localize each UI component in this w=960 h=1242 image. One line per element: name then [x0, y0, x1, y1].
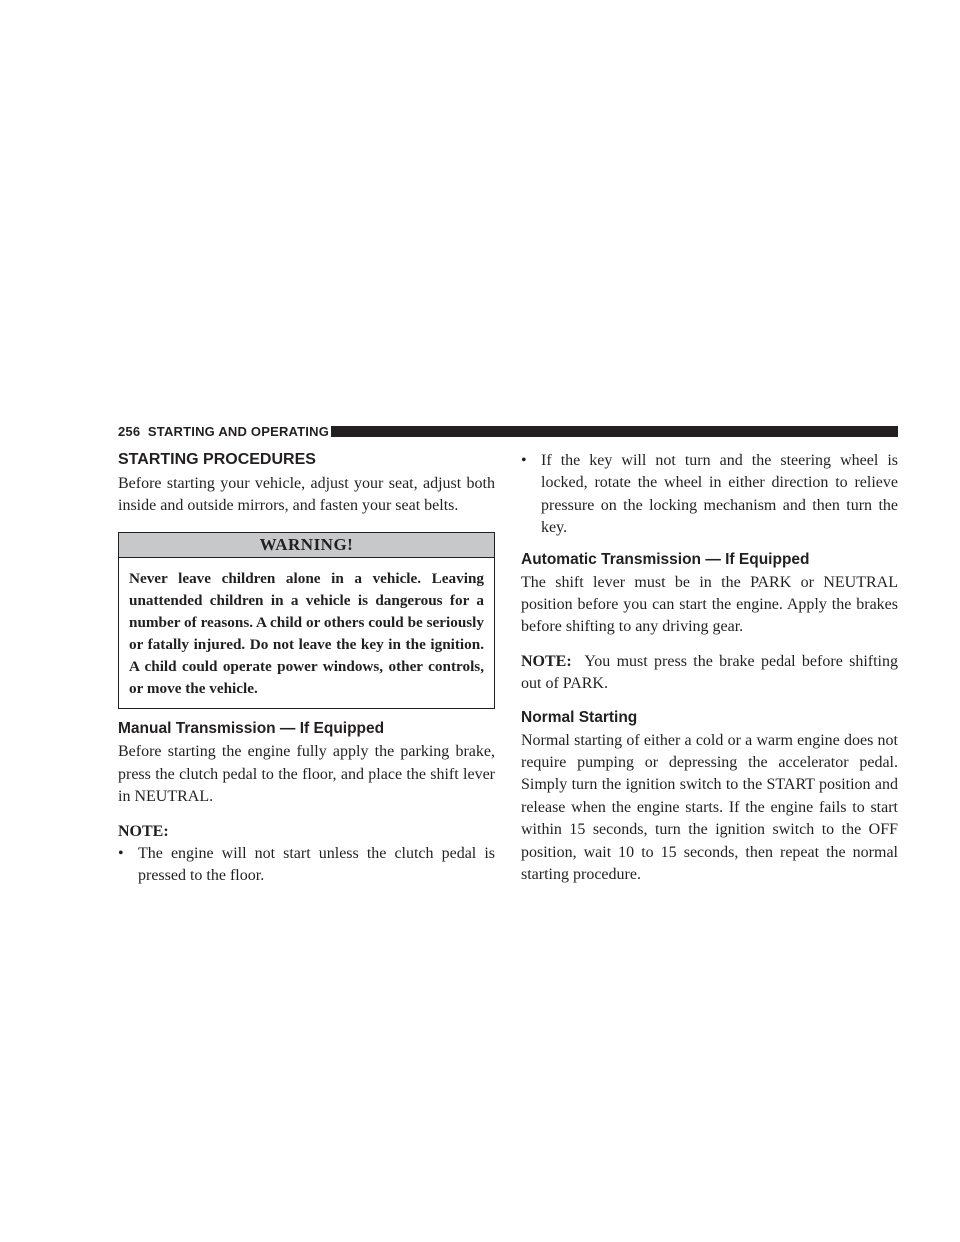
page-header [118, 424, 898, 440]
note-paragraph [521, 651, 898, 696]
section-title: STARTING AND OPERATING [147, 424, 330, 439]
warning-text: Never leave children alone in a vehicle. Leaving unattended children in a vehicle is dangerous for a number of reasons. A child or others could be seriously or fatally injured. Do not leave the key in the ignition. A child could operate power windows, other controls, or move the vehicle. [129, 569, 484, 698]
bullet-text: If the key will not turn and the steering wheel is locked, rotate the wheel in either direction to relieve pressure on the locking mechanism and then turn the key. [541, 452, 898, 537]
header-rule [331, 426, 898, 437]
normal-starting-text: Normal starting of either a cold or a warm engine does not require pumping or depressing the accelerator pedal. Simply turn the ignition switch to the START position and release when the engine starts. If the engine fails to start within 15 seconds, turn the ignition switch to the OFF position, wait 10 to 15 seconds, then repeat the normal starting procedure. [521, 731, 898, 884]
note-text: You must press the brake pedal before shifting out of PARK. [521, 652, 899, 693]
list-item [521, 450, 898, 540]
list-item [118, 843, 495, 888]
left-column [118, 450, 495, 888]
note-label: NOTE: [118, 822, 169, 840]
intro-paragraph: Before starting your vehicle, adjust your seat, adjust both inside and outside mirrors, and fasten your seat belts. [118, 475, 495, 515]
right-column [521, 450, 898, 887]
automatic-transmission-text: The shift lever must be in the PARK or NEUTRAL position before you can start the engine. Apply the brakes before shifting to any driving gear. [521, 573, 898, 636]
bullet-text: The engine will not start unless the clutch pedal is pressed to the floor. [138, 845, 495, 885]
section-heading: STARTING PROCEDURES [118, 451, 316, 468]
header-label [118, 424, 329, 440]
warning-box [118, 532, 495, 710]
bullet-mark: • [118, 845, 124, 862]
bullet-mark: • [521, 452, 527, 469]
note-label: NOTE: [521, 652, 572, 670]
warning-title: WARNING! [119, 533, 494, 558]
manual-transmission-text: Before starting the engine fully apply the parking brake, press the clutch pedal to the floor, and place the shift lever in NEUTRAL. [118, 743, 495, 806]
manual-transmission-heading: Manual Transmission — If Equipped [118, 720, 385, 738]
page-number: 256 [118, 424, 141, 439]
automatic-transmission-heading: Automatic Transmission — If Equipped [521, 550, 810, 568]
normal-starting-heading: Normal Starting [521, 708, 638, 726]
